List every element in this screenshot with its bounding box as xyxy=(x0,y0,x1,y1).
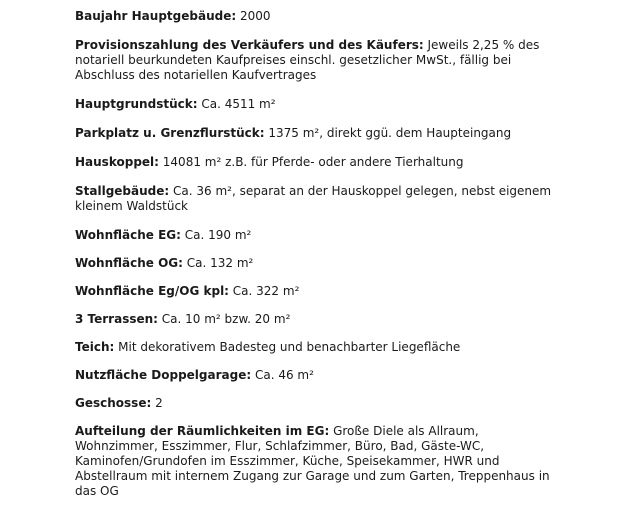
entry-label: Baujahr Hauptgebäude: xyxy=(75,9,237,23)
entry-value: Ca. 190 m² xyxy=(180,228,252,242)
entry-value: 2000 xyxy=(236,9,271,23)
entry-label: Hauptgrundstück: xyxy=(75,97,198,111)
entry-label: Geschosse: xyxy=(75,396,152,410)
entry-value: Jeweils 2,25 % des notariell beurkundeten Kaufpreises einschl. gesetzlicher MwSt., fällig bei Abschluss des notariellen Kaufvertrages xyxy=(75,38,540,82)
entry-value: Ca. 322 m² xyxy=(228,284,300,298)
entry-label: Aufteilung der Räumlichkeiten im EG: xyxy=(75,424,330,438)
entry-value: Ca. 10 m² bzw. 20 m² xyxy=(157,312,291,326)
entry-value: Ca. 36 m², separat an der Hauskoppel gelegen, nebst eigenem kleinem Waldstück xyxy=(75,184,552,213)
property-details xyxy=(75,9,555,513)
entry-value: Ca. 132 m² xyxy=(182,256,254,270)
entry-terrassen xyxy=(75,312,555,327)
entry-value: Mit dekorativem Badesteg und benachbarter Liegefläche xyxy=(114,340,461,354)
entry-value: 1375 m², direkt ggü. dem Haupteingang xyxy=(264,126,512,140)
entry-value: Ca. 4511 m² xyxy=(197,97,276,111)
entry-stallgebaeude xyxy=(75,184,555,214)
entry-label: Nutzfläche Doppelgarage: xyxy=(75,368,252,382)
entry-hauskoppel xyxy=(75,155,555,170)
entry-wohnflaeche-eg xyxy=(75,228,555,243)
entry-label: Teich: xyxy=(75,340,115,354)
entry-aufteilung-eg xyxy=(75,424,555,499)
entry-label: Wohnfläche Eg/OG kpl: xyxy=(75,284,229,298)
entry-label: Stallgebäude: xyxy=(75,184,170,198)
entry-nutzflaeche-garage xyxy=(75,368,555,383)
entry-label: Wohnfläche OG: xyxy=(75,256,183,270)
entry-label: Parkplatz u. Grenzflurstück: xyxy=(75,126,265,140)
entry-value: 2 xyxy=(151,396,163,410)
entry-parkplatz xyxy=(75,126,555,141)
entry-value: Große Diele als Allraum, Wohnzimmer, Esszimmer, Flur, Schlafzimmer, Büro, Bad, Gäste-WC, Kaminofen/Grundofen im Esszimmer, Küche, Speisekammer, HWR und Abstellraum mit internem Zugang zur Garage und zum Garten, Treppenhaus in das OG xyxy=(75,424,550,498)
entry-label: Wohnfläche EG: xyxy=(75,228,181,242)
entry-wohnflaeche-og xyxy=(75,256,555,271)
entry-hauptgrundstueck xyxy=(75,97,555,112)
entry-value: 14081 m² z.B. für Pferde- oder andere Tierhaltung xyxy=(158,155,464,169)
entry-label: 3 Terrassen: xyxy=(75,312,158,326)
entry-baujahr xyxy=(75,9,555,24)
entry-value: Ca. 46 m² xyxy=(251,368,314,382)
entry-label: Hauskoppel: xyxy=(75,155,159,169)
entry-provision xyxy=(75,38,555,83)
entry-geschosse xyxy=(75,396,555,411)
entry-label: Provisionszahlung des Verkäufers und des Käufers: xyxy=(75,38,424,52)
entry-teich xyxy=(75,340,555,355)
entry-wohnflaeche-kpl xyxy=(75,284,555,299)
